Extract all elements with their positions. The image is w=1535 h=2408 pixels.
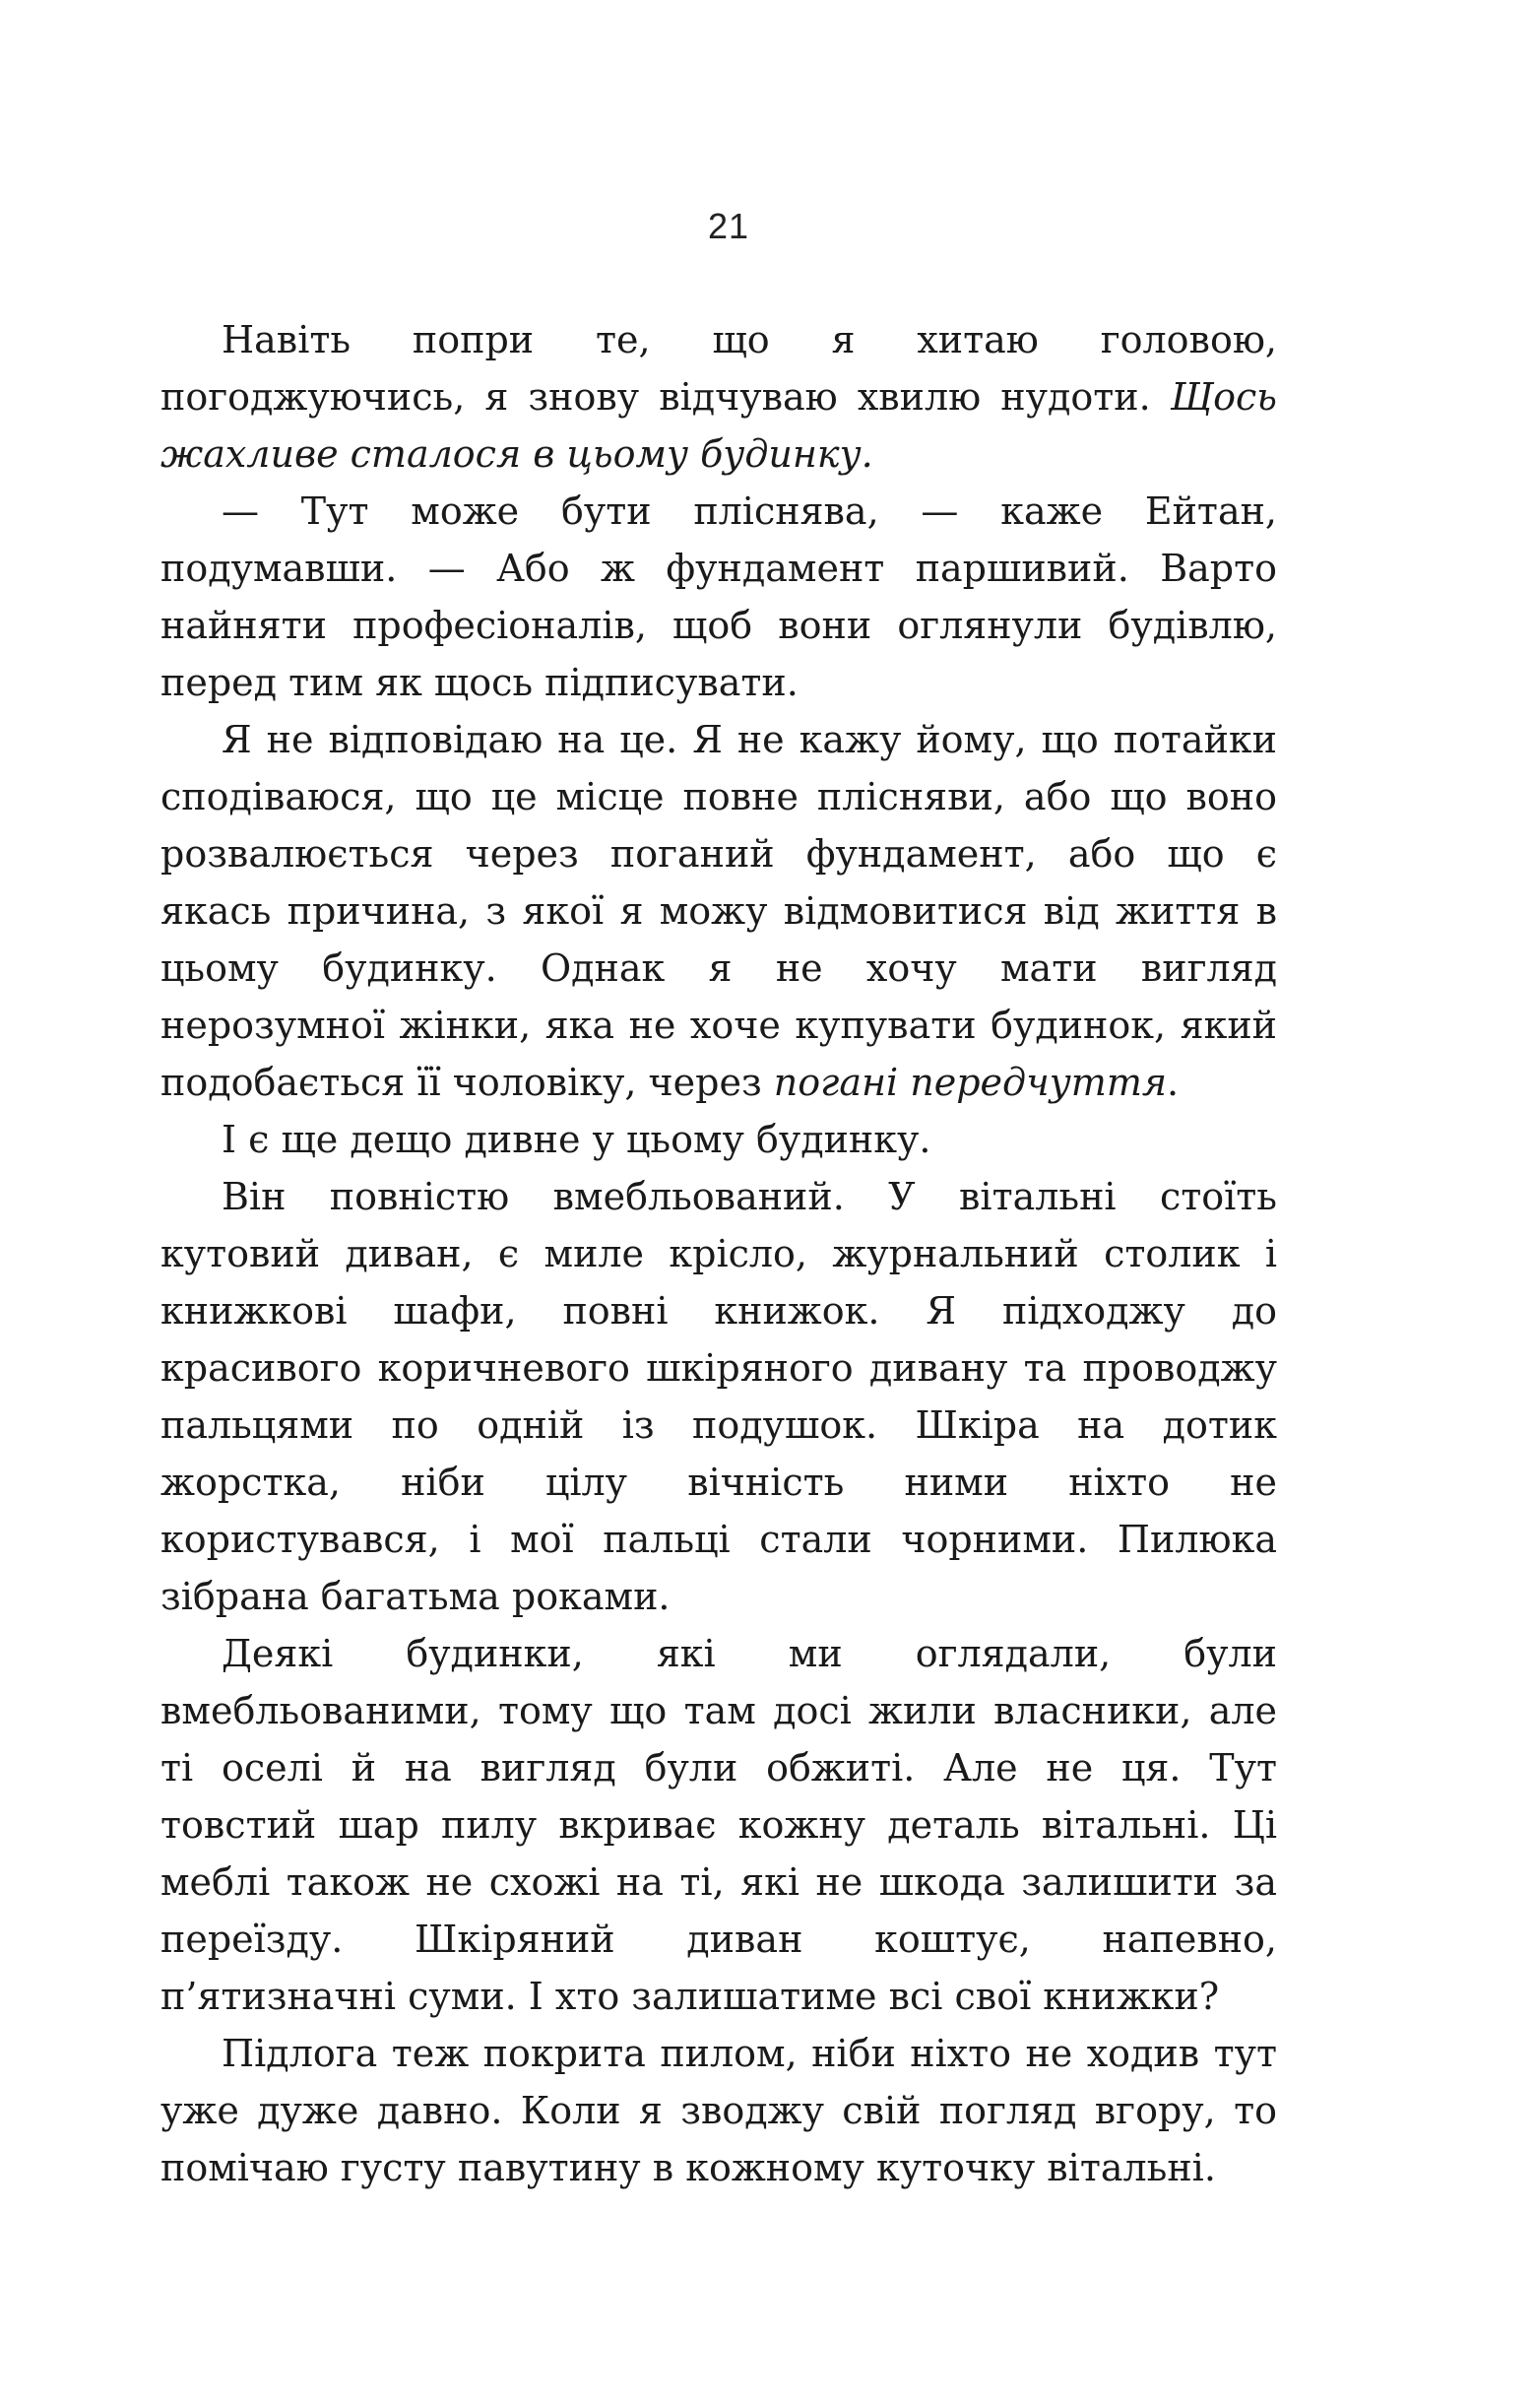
text-run: . [1167,1061,1180,1104]
paragraph [160,1625,1277,2025]
body-text [160,311,1277,2196]
paragraph [160,483,1277,711]
text-run: — Тут може бути пліснява, — каже Ейтан, подумавши. — Або ж фундамент паршивий. Варто найняти професіоналів, щоб вони оглянули будівлю, перед тим як щось підписувати. [160,489,1277,704]
paragraph [160,711,1277,1111]
italic-text-run: Щось жахливе сталося в цьому будинку. [160,375,1277,476]
text-run: Навіть попри те, що я хитаю головою, погоджуючись, я знову відчуваю хвилю нудоти. [160,318,1277,419]
paragraph [160,2025,1277,2196]
text-run: І є ще дещо дивне у цьому будинку. [222,1118,931,1161]
italic-text-run: погані передчуття [773,1061,1168,1104]
page-number: 21 [707,206,750,246]
paragraph [160,1168,1277,1625]
paragraph [160,311,1277,483]
text-run: Я не відповідаю на це. Я не кажу йому, що потайки сподіваюся, що це місце повне плісняви, або що воно розвалюється через поганий фундамент, або що є якась причина, з якої я можу відмовитися від життя в цьому будинку. Однак я не хочу мати вигляд нерозумної жінки, яка не хоче купувати будинок, який подобається її чоловіку, через [160,718,1277,1104]
paragraph [160,1111,1277,1168]
text-run: Він повністю вмебльований. У вітальні стоїть кутовий диван, є миле крісло, журнальний столик і книжкові шафи, повні книжок. Я підходжу до красивого коричневого шкіряного дивану та проводжу пальцями по одній із подушок. Шкіра на дотик жорстка, ніби цілу вічність ними ніхто не користувався, і мої пальці стали чорними. Пилюка зібрана багатьма роками. [160,1175,1277,1618]
text-run: Деякі будинки, які ми оглядали, були вмебльованими, тому що там досі жили власники, але ті оселі й на вигляд були обжиті. Але не ця. Тут товстий шар пилу вкриває кожну деталь вітальні. Ці меблі також не схожі на ті, які не шкода залишити за переїзду. Шкіряний диван коштує, напевно, п’ятизначні суми. І хто залишатиме всі свої книжки? [160,1632,1277,2018]
text-run: Підлога теж покрита пилом, ніби ніхто не ходив тут уже дуже давно. Коли я зводжу свій погляд вгору, то помічаю густу павутину в кожному куточку вітальні. [160,2032,1277,2189]
